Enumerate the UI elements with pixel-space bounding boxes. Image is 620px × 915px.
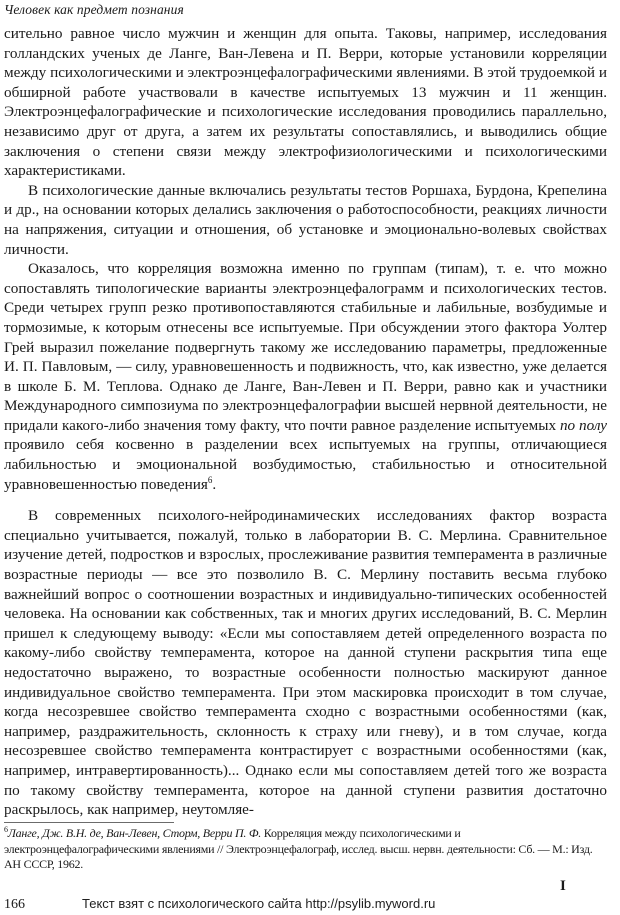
paragraph-3-text-a: Оказалось, что корреляция возможна именно по группам (типам), т. е. что можно сопоставлять типологические варианты электроэнцефалограмм и психологических тестов. Среди четырех групп резко противопоставляются стабильные и лабильные, возбудимые и тормозимые, к которым отнесены все испытуемые. При обсуждении этого фактора Уолтер Грей выразил пожелание подвергнуть такому же исследованию параметры, предложенные И. П. Павловым, — силу, уравновешенность и подвижность, что, как известно, уже делается в школе Б. М. Теплова. Однако де Ланге, Ван-Левен и П. Верри, равно как и участники Международного симпозиума по электроэнцефалографии высшей нервной деятельности, не придали какого-либо значения тому факту, что почти равное разделение испытуемых bbox=[4, 260, 607, 434]
page-number: 166 bbox=[4, 897, 25, 912]
paragraph-4: В современных психолого-нейродинамических исследованиях фактор возраста специально учитывается, пожалуй, только в лаборатории В. С. Мерлина. Сравнительное изучение детей, подростков и взрослых, прослеживание развития темперамента в различные возрастные периоды — все это позволило В. С. Мерлину поставить весьма глубоко важнейший вопрос о соотношении возрастных и индивидуально-типических особенностей человека. На основании как собственных, так и многих других исследований, В. С. Мерлин пришел к следующему выводу: «Если мы сопоставляем детей определенного возраста по какому-либо свойству темперамента, которое на данной ступени раскрытия типа еще недостаточно выражено, то возрастные особенности полностью маскируют данное индивидуальное свойство темперамента. При этом маскировка происходит в том случае, когда несозревшее свойство темперамента сходно с возрастными особенностями (как, например, раздражительность, склонность к страху или гневу), и в том случае, когда несозревшее свойство темперамента контрастирует с возрастными особенностями (как, например, интравертированность)... Однако если мы сопоставляем детей того же возраста по такому свойству темперамента, которое на данной ступени развития достаточно раскрылось, как например, неутомляе- bbox=[4, 507, 607, 819]
footnote bbox=[4, 826, 610, 873]
paragraph-1: сительно равное число мужчин и женщин для опыта. Таковы, например, исследования голландских ученых де Ланге, Ван-Левена и П. Верри, которые установили корреляции между психологическими и электроэнцефалографическими явлениями. В этой трудоемкой и обширной работе участвовали в качестве испытуемых 13 мужчин и 11 женщин. Электроэнцефалографические и психологические исследования проводились параллельно, независимо друг от друга, а затем их результаты сопоставлялись, и выводились общие заключения о степени связи между электрофизиологическими и психологическими характеристиками. bbox=[4, 25, 607, 180]
paragraph-3 bbox=[4, 259, 607, 494]
source-note bbox=[82, 896, 435, 911]
source-link[interactable]: Текст взят с психологического сайта http://psylib.myword.ru bbox=[82, 896, 436, 911]
footnote-text: Корреляция между психологическими и электроэнцефалографическими явлениями // Электроэнцефалограф, исслед. высш. нервн. деятельности: Сб. — М.: Изд. АН СССР, 1962. bbox=[4, 826, 593, 871]
running-head: Человек как предмет познания bbox=[4, 2, 184, 17]
paragraph-3-emphasis: по полу bbox=[559, 416, 607, 434]
body-text bbox=[4, 24, 607, 820]
paragraph-3-end: . bbox=[212, 475, 217, 493]
footnote-divider bbox=[4, 822, 174, 823]
paragraph-2: В психологические данные включались результаты тестов Роршаха, Бурдона, Крепелина и др., на основании которых делались заключения о работоспособности, реакциях личности на напряжения, ситуации и отношения, об установке и эмоционально-волевых свойствах личности. bbox=[4, 181, 607, 258]
footnote-number: 6 bbox=[4, 825, 8, 834]
paragraph-3-text-b: проявило себя косвенно в разделении всех испытуемых на группы, отличающиеся лабильностью и эмоциональной возбудимостью, стабильностью и относительной уравновешенностью поведения bbox=[4, 436, 607, 493]
footnote-reference[interactable]: 6 bbox=[207, 474, 213, 485]
margin-mark: I bbox=[560, 878, 566, 894]
footnote-authors: Ланге, Дж. В.Н. де, Ван-Левен, Сторм, Верри П. Ф. bbox=[7, 826, 262, 840]
